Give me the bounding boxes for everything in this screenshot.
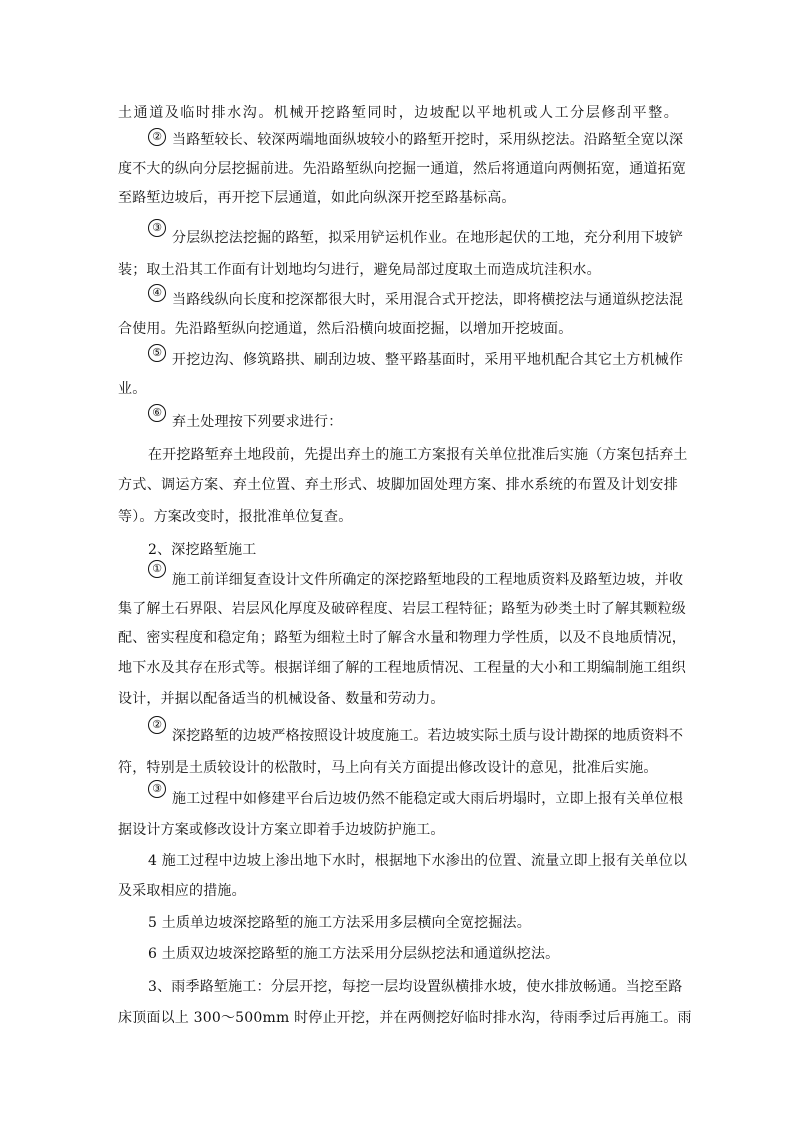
paragraph-line: 设计，并据以配备适当的机械设备、数量和劳动力。: [118, 691, 445, 707]
paragraph-line: 当路线纵向长度和挖深都很大时，采用混合式开挖法，即将横挖法与通道纵挖法混: [172, 292, 684, 308]
circled-number-5-marker: ⑤: [148, 344, 166, 362]
paragraph-line: 3、雨季路堑施工：分层开挖，每挖一层均设置纵横排水坡，使水排放畅通。当挖至路: [148, 979, 683, 995]
paragraph-line: 床顶面以上 300～500mm 时停止开挖，并在两侧挖好临时排水沟，待雨季过后再施工。雨: [118, 1010, 692, 1026]
circled-number-2-marker: ②: [148, 128, 166, 146]
paragraph-line: 开挖边沟、修筑路拱、刷刮边坡、整平路基面时，采用平地机配合其它土方机械作: [172, 352, 684, 368]
paragraph-line: 方式、调运方案、弃土位置、弃土形式、坡脚加固处理方案、排水系统的布置及计划安排: [118, 477, 678, 493]
circled-number-2-marker: ②: [148, 716, 166, 734]
paragraph-line: 等）。方案改变时，报批准单位复查。: [118, 509, 353, 525]
paragraph-line: 配、密实程度和稳定角；路堑为细粒土时了解含水量和物理力学性质，以及不良地质情况，: [118, 630, 686, 646]
paragraph-line: 施工前详细复查设计文件所确定的深挖路堑地段的工程地质资料及路堑边坡，并收: [172, 572, 684, 588]
paragraph-line: 弃土处理按下列要求进行：: [172, 414, 343, 430]
paragraph-line: 合使用。先沿路堑纵向挖通道，然后沿横向坡面挖掘，以增加开挖坡面。: [118, 321, 573, 337]
paragraph-line: 装；取土沿其工作面有计划地均匀进行，避免局部过度取土而造成坑洼积水。: [118, 262, 601, 278]
paragraph-line: 4 施工过程中边坡上渗出地下水时，根据地下水渗出的位置、流量立即上报有关单位以: [148, 853, 688, 869]
paragraph-line: 集了解土石界限、岩层风化厚度及破碎程度、岩层工程特征；路堑为砂类土时了解其颗粒级: [118, 601, 686, 617]
circled-number-1-marker: ①: [148, 560, 166, 578]
paragraph-line: 地下水及其存在形式等。根据详细了解的工程地质情况、工程量的大小和工期编制施工组织: [118, 660, 686, 676]
paragraph-line: 据设计方案或修改设计方案立即着手边坡防护施工。: [118, 822, 445, 838]
circled-number-3-marker: ③: [148, 780, 166, 798]
circled-number-3-marker: ③: [148, 219, 166, 237]
paragraph-line: 分层纵挖法挖掘的路堑，拟采用铲运机作业。在地形起伏的工地，充分利用下坡铲: [172, 230, 684, 246]
paragraph-line: 6 土质双边坡深挖路堑的施工方法采用分层纵挖法和通道纵挖法。: [148, 946, 560, 962]
paragraph-line: 深挖路堑的边坡严格按照设计坡度施工。若边坡实际土质与设计勘探的地质资料不: [172, 728, 684, 744]
circled-number-6-marker: ⑥: [148, 404, 166, 422]
paragraph-line: 度不大的纵向分层挖掘前进。先沿路堑纵向挖掘一通道，然后将通道向两侧拓宽，通道拓宽: [118, 161, 686, 177]
circled-number-4-marker: ④: [148, 284, 166, 302]
paragraph-line: 土通道及临时排水沟。机械开挖路堑同时，边坡配以平地机或人工分层修刮平整。: [118, 105, 678, 121]
paragraph-line: 当路堑较长、较深两端地面纵坡较小的路堑开挖时，采用纵挖法。沿路堑全宽以深: [172, 132, 684, 148]
paragraph-line: 符，特别是土质较设计的松散时，马上向有关方面提出修改设计的意见，批准后实施。: [118, 760, 658, 776]
section-heading: 2、深挖路堑施工: [148, 542, 257, 558]
paragraph-line: 及采取相应的措施。: [118, 883, 246, 899]
paragraph-line: 业。: [118, 381, 147, 397]
paragraph-line: 在开挖路堑弃土地段前，先提出弃土的施工方案报有关单位批准后实施（方案包括弃土: [148, 447, 688, 463]
paragraph-line: 施工过程中如修建平台后边坡仍然不能稳定或大雨后坍塌时，立即上报有关单位根: [172, 791, 684, 807]
paragraph-line: 5 土质单边坡深挖路堑的施工方法采用多层横向全宽挖掘法。: [148, 915, 531, 931]
paragraph-line: 至路堑边坡后，再开挖下层通道，如此向纵深开挖至路基标高。: [118, 190, 516, 206]
